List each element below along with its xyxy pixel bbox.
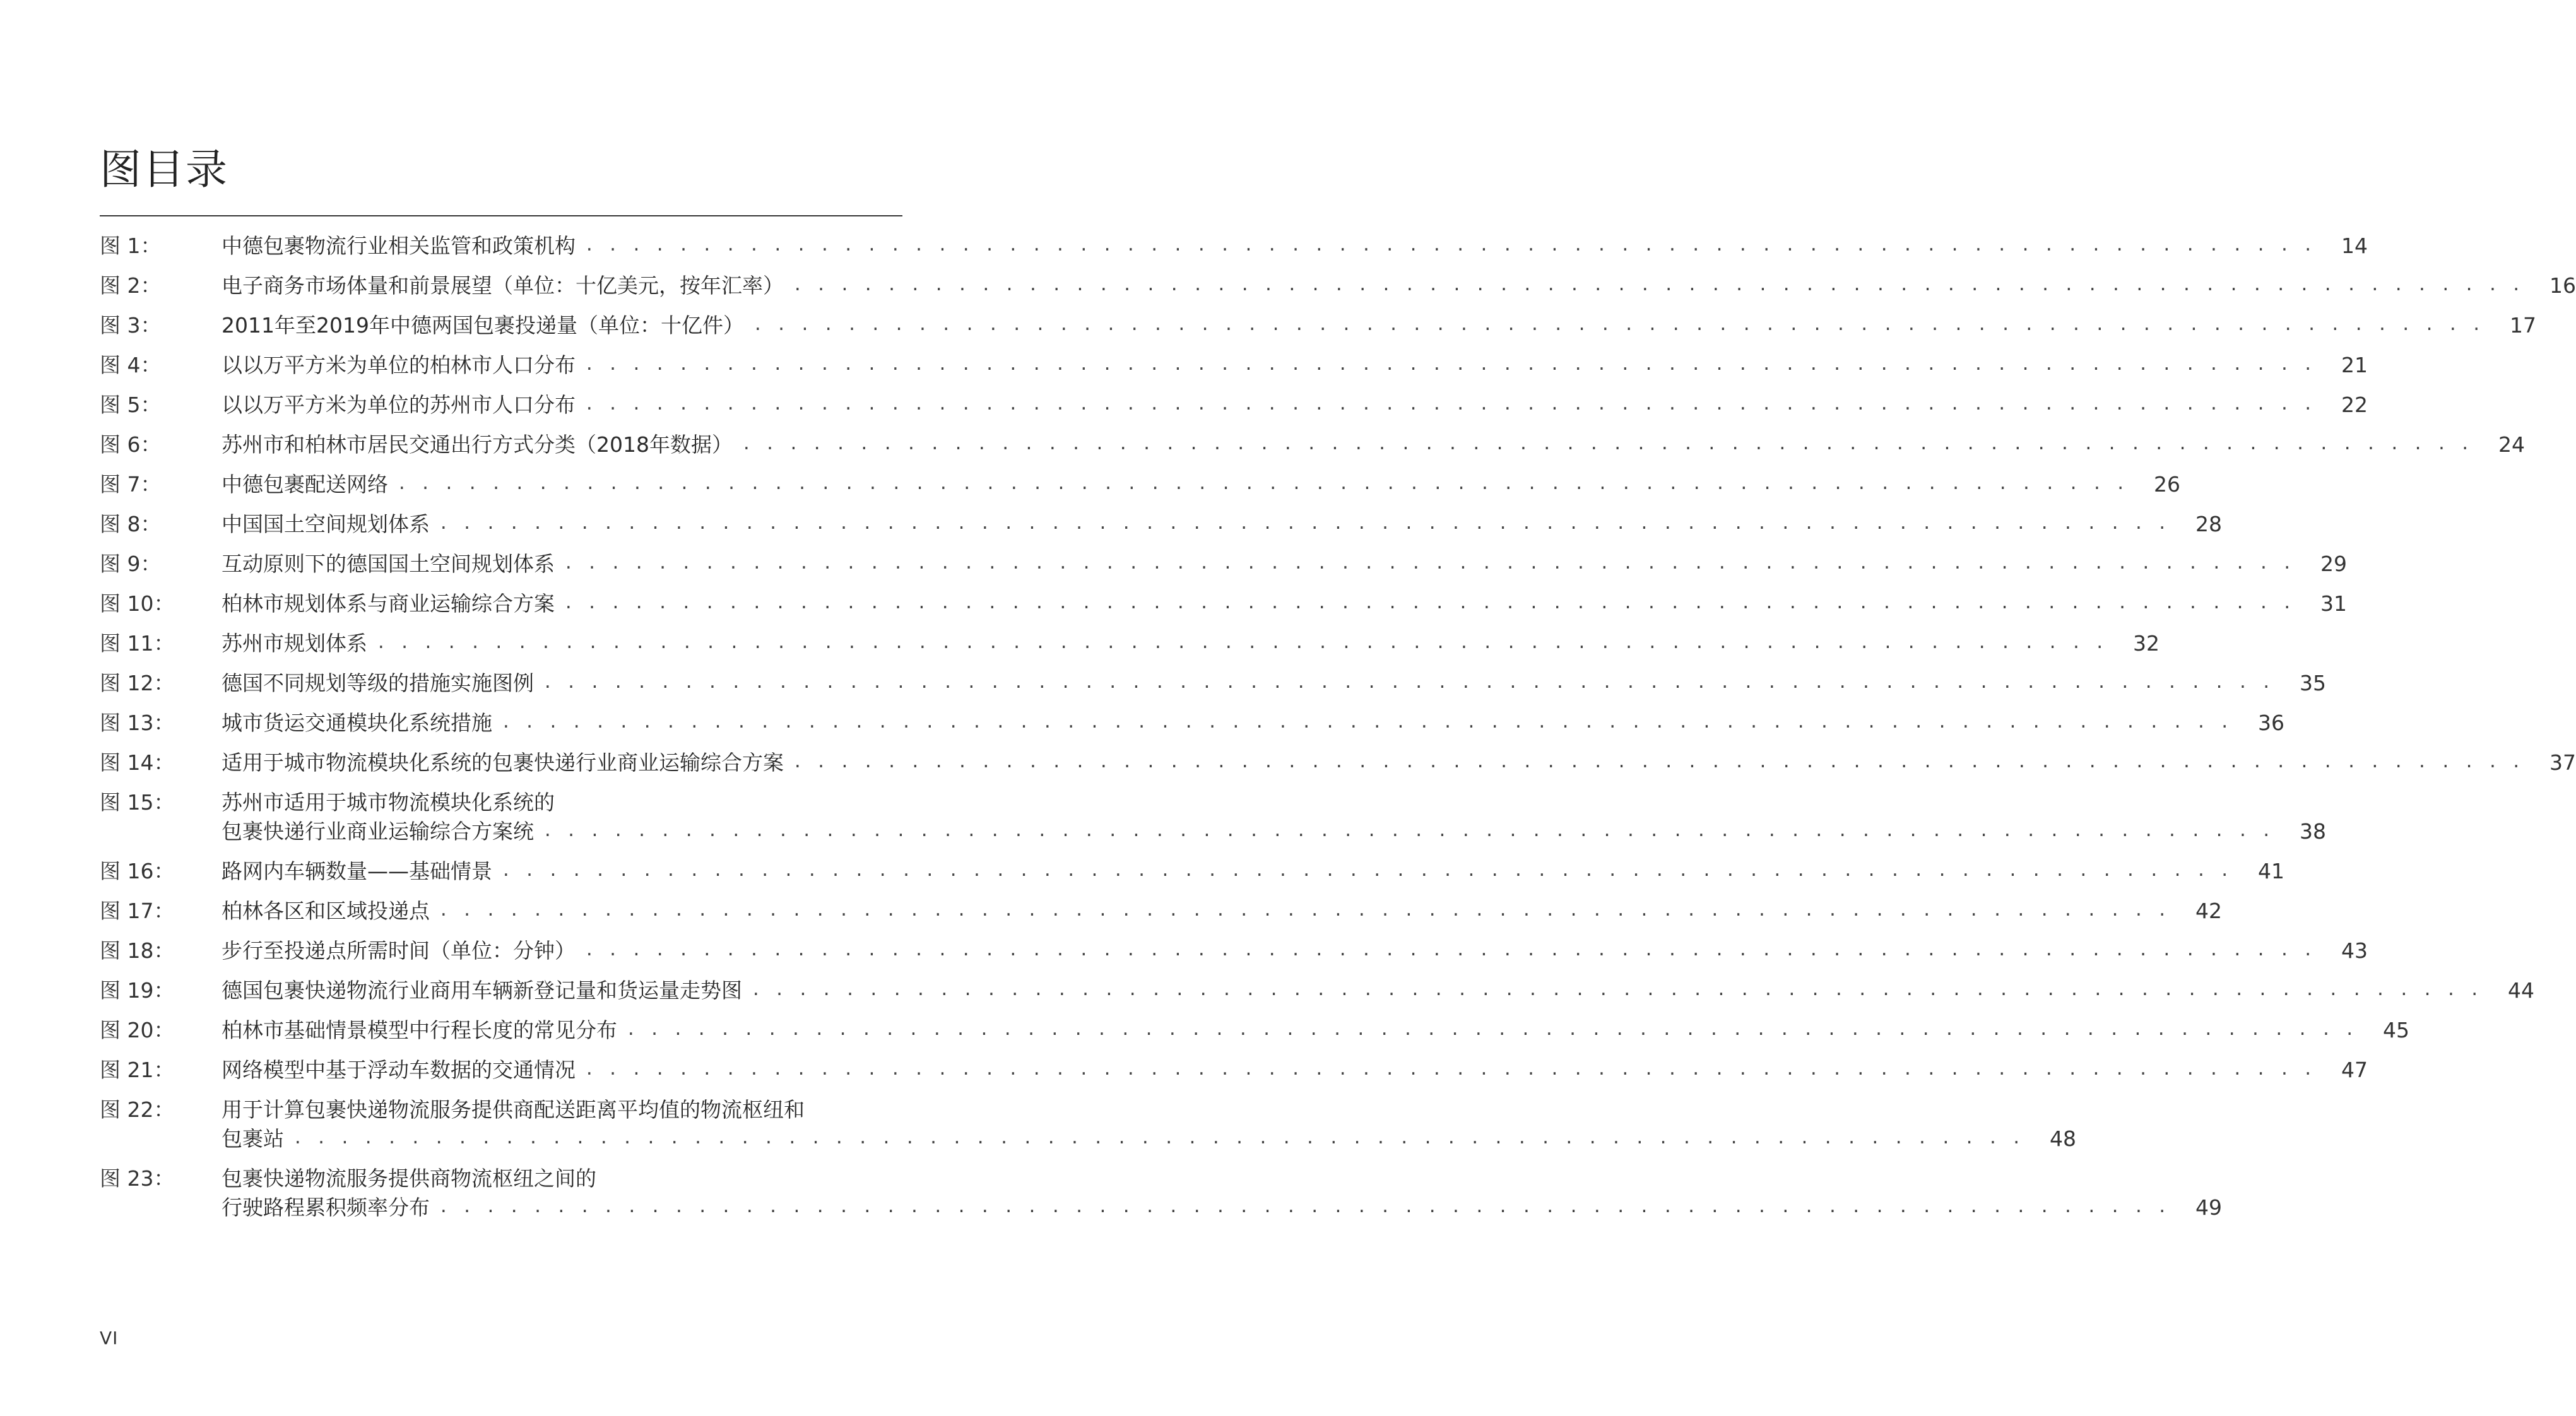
dot-leader: . . . . . . . . . . . . . . . . . . . . . . . . . . . . . . . . . . . . . . . . . . . . . . . . . . . . . . . . . . . . . . . . . . . . . . . . . . [439, 514, 2170, 533]
dot-leader: . . . . . . . . . . . . . . . . . . . . . . . . . . . . . . . . . . . . . . . . . . . . . . . . . . . . . . . . . . . . . . . . . . . . . . . . . . [793, 276, 2524, 295]
figure-title: 柏林各区和区域投递点 [222, 899, 430, 923]
figure-title: 步行至投递点所需时间（单位：分钟） [222, 938, 576, 963]
toc-line [100, 510, 2223, 550]
figure-label: 图 22： [100, 1097, 175, 1122]
figure-label: 图 4： [100, 353, 162, 377]
toc-line [100, 1016, 2410, 1056]
figure-label: 图 5： [100, 392, 162, 417]
figure-label: 图 7： [100, 472, 162, 497]
entry-text-column [222, 550, 2348, 578]
figure-title: 柏林市基础情景模型中行程长度的常见分布 [222, 1018, 617, 1042]
page-number: 22 [2341, 392, 2368, 417]
page-number: 37 [2549, 750, 2576, 775]
toc-line [100, 391, 2368, 430]
page-number: 32 [2133, 631, 2160, 656]
toc-entry[interactable] [100, 351, 2368, 391]
page-number: 41 [2258, 859, 2285, 883]
toc-entry[interactable] [100, 629, 2160, 669]
page-number: 36 [2258, 711, 2285, 735]
entry-text-column [222, 271, 2576, 300]
page-number: 26 [2154, 472, 2181, 497]
dot-leader: . . . . . . . . . . . . . . . . . . . . . . . . . . . . . . . . . . . . . . . . . . . . . . . . . . . . . . . . . . . . . . . . . . . . . . . . . . [376, 634, 2107, 652]
toc-line [100, 271, 2576, 311]
figure-label: 图 3： [100, 313, 162, 338]
dot-leader: . . . . . . . . . . . . . . . . . . . . . . . . . . . . . . . . . . . . . . . . . . . . . . . . . . . . . . . . . . . . . . . . . . . . . . . . . . [439, 1198, 2170, 1217]
figure-title: 网络模型中基于浮动车数据的交通情况 [222, 1058, 576, 1082]
page-number: 43 [2341, 938, 2368, 963]
toc-entry[interactable] [100, 1164, 2223, 1233]
figure-title: 互动原则下的德国国土空间规划体系 [222, 552, 555, 576]
page-number: 31 [2320, 591, 2348, 616]
figure-title: 用于计算包裹快递物流服务提供商配送距离平均值的物流枢纽和 [222, 1097, 805, 1122]
entry-text-column [222, 817, 2327, 846]
toc-line [100, 748, 2576, 788]
toc-entry[interactable] [100, 510, 2223, 550]
toc-line [100, 1095, 902, 1124]
title-rule [100, 215, 902, 216]
figure-label: 图 10： [100, 591, 175, 616]
figure-list [100, 232, 2576, 1233]
toc-entry[interactable] [100, 669, 2327, 709]
entry-text-column [222, 669, 2327, 697]
figure-label: 图 18： [100, 938, 175, 963]
toc-line [100, 589, 2348, 629]
toc-line [100, 629, 2160, 669]
entry-text-column [222, 232, 2368, 260]
toc-line [100, 232, 2368, 271]
dot-leader: . . . . . . . . . . . . . . . . . . . . . . . . . . . . . . . . . . . . . . . . . . . . . . . . . . . . . . . . . . . . . . . . . . . . . . . . . . [584, 395, 2315, 414]
toc-entry[interactable] [100, 1016, 2410, 1056]
toc-line [100, 1193, 2223, 1233]
figure-title: 包裹快递行业商业运输综合方案统 [222, 819, 534, 844]
figure-label: 图 1： [100, 233, 162, 258]
entry-text-column [222, 748, 2576, 777]
dot-leader: . . . . . . . . . . . . . . . . . . . . . . . . . . . . . . . . . . . . . . . . . . . . . . . . . . . . . . . . . . . . . . . . . . . . . . . . . . [584, 355, 2315, 374]
toc-line [100, 857, 2285, 897]
dot-leader: . . . . . . . . . . . . . . . . . . . . . . . . . . . . . . . . . . . . . . . . . . . . . . . . . . . . . . . . . . . . . . . . . . . . . . . . . . [741, 435, 2473, 454]
dot-leader: . . . . . . . . . . . . . . . . . . . . . . . . . . . . . . . . . . . . . . . . . . . . . . . . . . . . . . . . . . . . . . . . . . . . . . . . . . [564, 554, 2295, 573]
entry-text-column [222, 430, 2526, 459]
figure-label: 图 12： [100, 671, 175, 695]
toc-entry[interactable] [100, 857, 2285, 897]
figure-title: 适用于城市物流模块化系统的包裹快递行业商业运输综合方案 [222, 750, 784, 775]
page-folio: VI [100, 1328, 119, 1348]
toc-entry[interactable] [100, 897, 2223, 936]
toc-entry[interactable] [100, 788, 2327, 857]
dot-leader: . . . . . . . . . . . . . . . . . . . . . . . . . . . . . . . . . . . . . . . . . . . . . . . . . . . . . . . . . . . . . . . . . . . . . . . . . . [543, 822, 2274, 841]
figure-title: 柏林市规划体系与商业运输综合方案 [222, 591, 555, 616]
entry-text-column [222, 311, 2537, 339]
entry-text-column [222, 936, 2368, 965]
entry-text-column [222, 1095, 902, 1124]
toc-line [100, 936, 2368, 976]
toc-entry[interactable] [100, 470, 2181, 510]
figure-label: 图 8： [100, 512, 162, 536]
toc-line [100, 470, 2181, 510]
figure-label: 图 14： [100, 750, 175, 775]
figure-label: 图 17： [100, 899, 175, 923]
figure-title: 中德包裹物流行业相关监管和政策机构 [222, 233, 576, 258]
toc-entry[interactable] [100, 709, 2285, 748]
figure-title: 苏州市规划体系 [222, 631, 367, 656]
figure-title: 包裹站 [222, 1126, 284, 1151]
page-number: 38 [2300, 819, 2327, 844]
page-number: 44 [2508, 978, 2535, 1003]
entry-text-column [222, 976, 2535, 1005]
toc-line [100, 1164, 902, 1193]
figure-title: 以以万平方米为单位的苏州市人口分布 [222, 392, 576, 417]
page-number: 47 [2341, 1058, 2368, 1082]
page-number: 16 [2549, 273, 2576, 298]
dot-leader: . . . . . . . . . . . . . . . . . . . . . . . . . . . . . . . . . . . . . . . . . . . . . . . . . . . . . . . . . . . . . . . . . . . . . . . . . . [439, 901, 2170, 920]
entry-text-column [222, 897, 2223, 925]
figure-label: 图 2： [100, 273, 162, 298]
dot-leader: . . . . . . . . . . . . . . . . . . . . . . . . . . . . . . . . . . . . . . . . . . . . . . . . . . . . . . . . . . . . . . . . . . . . . . . . . . [626, 1020, 2357, 1039]
entry-text-column [222, 1056, 2368, 1084]
page-number: 28 [2195, 512, 2223, 536]
figure-label: 图 9： [100, 552, 162, 576]
figure-label: 图 21： [100, 1058, 175, 1082]
figure-label: 图 15： [100, 790, 175, 815]
entry-text-column [222, 857, 2285, 885]
entry-text-column [222, 788, 902, 817]
figure-label: 图 11： [100, 631, 175, 656]
figure-title: 城市货运交通模块化系统措施 [222, 711, 492, 735]
figure-title: 苏州市和柏林市居民交通出行方式分类（2018年数据） [222, 432, 733, 457]
figure-title: 电子商务市场体量和前景展望（单位：十亿美元，按年汇率） [222, 273, 784, 298]
toc-line [100, 1056, 2368, 1095]
toc-line [100, 976, 2535, 1016]
dot-leader: . . . . . . . . . . . . . . . . . . . . . . . . . . . . . . . . . . . . . . . . . . . . . . . . . . . . . . . . . . . . . . . . . . . . . . . . . . [584, 941, 2315, 960]
dot-leader: . . . . . . . . . . . . . . . . . . . . . . . . . . . . . . . . . . . . . . . . . . . . . . . . . . . . . . . . . . . . . . . . . . . . . . . . . . [501, 713, 2232, 732]
toc-entry[interactable] [100, 1095, 2077, 1164]
figure-title: 苏州市适用于城市物流模块化系统的 [222, 790, 555, 815]
entry-text-column [222, 391, 2368, 419]
toc-line [100, 1124, 2077, 1164]
figure-title: 以以万平方米为单位的柏林市人口分布 [222, 353, 576, 377]
figure-label: 图 16： [100, 859, 175, 883]
toc-line [100, 311, 2537, 351]
figure-title: 德国包裹快递物流行业商用车辆新登记量和货运量走势图 [222, 978, 742, 1003]
toc-entry[interactable] [100, 589, 2348, 629]
toc-line [100, 709, 2285, 748]
dot-leader: . . . . . . . . . . . . . . . . . . . . . . . . . . . . . . . . . . . . . . . . . . . . . . . . . . . . . . . . . . . . . . . . . . . . . . . . . . [397, 475, 2128, 493]
page-number: 24 [2498, 432, 2526, 457]
toc-line [100, 788, 902, 817]
page-number: 48 [2050, 1126, 2077, 1151]
figure-title: 包裹快递物流服务提供商物流枢纽之间的 [222, 1166, 596, 1191]
toc-line [100, 550, 2348, 589]
page-number: 17 [2510, 313, 2537, 338]
page-number: 14 [2341, 233, 2368, 258]
toc-entry[interactable] [100, 311, 2537, 351]
page-number: 49 [2195, 1195, 2223, 1220]
entry-text-column [222, 351, 2368, 379]
dot-leader: . . . . . . . . . . . . . . . . . . . . . . . . . . . . . . . . . . . . . . . . . . . . . . . . . . . . . . . . . . . . . . . . . . . . . . . . . . [793, 753, 2524, 772]
dot-leader: . . . . . . . . . . . . . . . . . . . . . . . . . . . . . . . . . . . . . . . . . . . . . . . . . . . . . . . . . . . . . . . . . . . . . . . . . . [584, 236, 2315, 255]
page-number: 29 [2320, 552, 2348, 576]
toc-line [100, 897, 2223, 936]
page-number: 21 [2341, 353, 2368, 377]
entry-text-column [222, 709, 2285, 737]
toc-entry[interactable] [100, 748, 2576, 788]
page-title: 图目录 [100, 145, 228, 194]
entry-text-column [222, 589, 2348, 618]
entry-text-column [222, 510, 2223, 538]
entry-text-column [222, 1164, 902, 1193]
figure-label: 图 20： [100, 1018, 175, 1042]
toc-entry[interactable] [100, 1056, 2368, 1095]
toc-entry[interactable] [100, 936, 2368, 976]
figure-label: 图 13： [100, 711, 175, 735]
figure-title: 2011年至2019年中德两国包裹投递量（单位：十亿件） [222, 313, 744, 338]
dot-leader: . . . . . . . . . . . . . . . . . . . . . . . . . . . . . . . . . . . . . . . . . . . . . . . . . . . . . . . . . . . . . . . . . . . . . . . . . . [543, 673, 2274, 692]
toc-entry[interactable] [100, 976, 2535, 1016]
toc-line [100, 817, 2327, 857]
toc-line [100, 669, 2327, 709]
entry-text-column [222, 1193, 2223, 1222]
page-number: 45 [2383, 1018, 2410, 1042]
figure-title: 中德包裹配送网络 [222, 472, 388, 497]
page-number: 35 [2300, 671, 2327, 695]
figure-title: 行驶路程累积频率分布 [222, 1195, 430, 1220]
toc-line [100, 351, 2368, 391]
figure-label: 图 6： [100, 432, 162, 457]
toc-entry[interactable] [100, 391, 2368, 430]
figure-label: 图 19： [100, 978, 175, 1003]
figure-title: 路网内车辆数量——基础情景 [222, 859, 492, 883]
dot-leader: . . . . . . . . . . . . . . . . . . . . . . . . . . . . . . . . . . . . . . . . . . . . . . . . . . . . . . . . . . . . . . . . . . . . . . . . . . [564, 594, 2295, 613]
dot-leader: . . . . . . . . . . . . . . . . . . . . . . . . . . . . . . . . . . . . . . . . . . . . . . . . . . . . . . . . . . . . . . . . . . . . . . . . . . [293, 1129, 2024, 1148]
entry-text-column [222, 1124, 2077, 1153]
dot-leader: . . . . . . . . . . . . . . . . . . . . . . . . . . . . . . . . . . . . . . . . . . . . . . . . . . . . . . . . . . . . . . . . . . . . . . . . . . [501, 861, 2232, 880]
figure-title: 中国国土空间规划体系 [222, 512, 430, 536]
dot-leader: . . . . . . . . . . . . . . . . . . . . . . . . . . . . . . . . . . . . . . . . . . . . . . . . . . . . . . . . . . . . . . . . . . . . . . . . . . [752, 316, 2484, 334]
entry-text-column [222, 470, 2181, 499]
toc-line [100, 430, 2526, 470]
page-number: 42 [2195, 899, 2223, 923]
figure-title: 德国不同规划等级的措施实施图例 [222, 671, 534, 695]
toc-entry[interactable] [100, 430, 2526, 470]
dot-leader: . . . . . . . . . . . . . . . . . . . . . . . . . . . . . . . . . . . . . . . . . . . . . . . . . . . . . . . . . . . . . . . . . . . . . . . . . . [584, 1060, 2315, 1079]
toc-entry[interactable] [100, 271, 2576, 311]
dot-leader: . . . . . . . . . . . . . . . . . . . . . . . . . . . . . . . . . . . . . . . . . . . . . . . . . . . . . . . . . . . . . . . . . . . . . . . . . . [751, 981, 2482, 1000]
entry-text-column [222, 1016, 2410, 1044]
toc-entry[interactable] [100, 232, 2368, 271]
figure-label: 图 23： [100, 1166, 175, 1191]
entry-text-column [222, 629, 2160, 658]
toc-entry[interactable] [100, 550, 2348, 589]
